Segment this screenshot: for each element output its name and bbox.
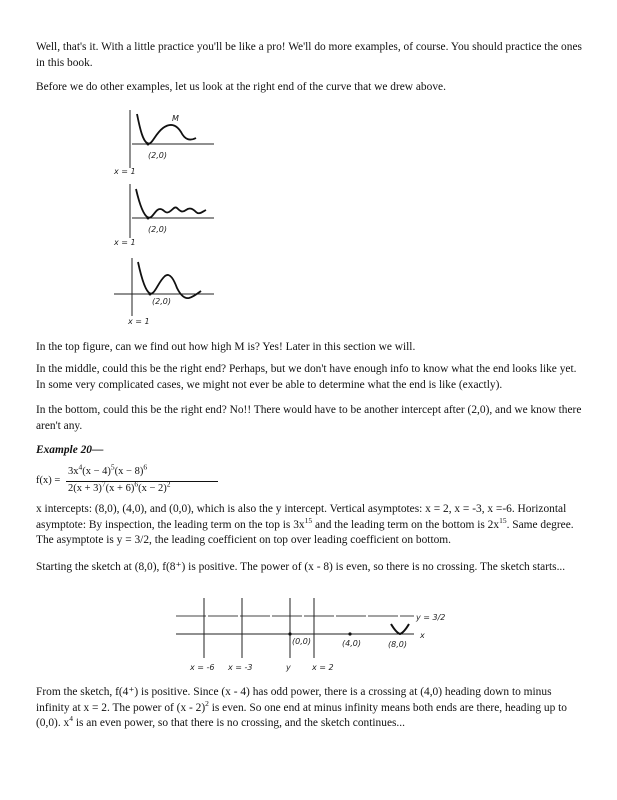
figure-bottom bbox=[110, 254, 220, 328]
figure-bottom-curve bbox=[138, 262, 201, 298]
figure-bottom-point-label: (2,0) bbox=[152, 297, 171, 306]
formula-numerator: $3x^4(x - 4)^5(x - 8)^6$ bbox=[68, 462, 148, 477]
figure-top-point-label: (2,0) bbox=[148, 151, 167, 160]
paragraph-bottom-figure: In the bottom, could this be the right end? No!! There would have to be another intercept after (2,0), and we know there aren't any. bbox=[36, 404, 582, 432]
figure-middle-asymptote-label: x = 1 bbox=[114, 238, 136, 247]
sketch-point-0 bbox=[288, 632, 291, 635]
formula-denominator: $2(x + 3)^7(x + 6)^6(x - 2)^2$ bbox=[68, 479, 171, 494]
sketch-label-8: (8,0) bbox=[388, 640, 407, 649]
figure-bottom-point bbox=[149, 293, 152, 296]
paragraph-middle-figure: In the middle, could this be the right end? Perhaps, but we don't have enough info to know what the end looks like yet. In some very complicated cases, we might not ever be able to determine what the end is like (exactly). bbox=[36, 363, 577, 391]
paragraph-from-sketch: From the sketch, f(4⁺) is positive. Since (x - 4) has odd power, there is a crossing at (4,0) heading down to minus infinity at x = 2. The power of (x - 2)$^2$ is even. So one end at minus infinity means both ends are there, heading up to (0,0). $x^4$ is an even power, so that there is no crossing, and the sketch continues... bbox=[36, 686, 567, 730]
sketch-label-x-minus-6: x = -6 bbox=[190, 663, 215, 672]
figure-top-asymptote-label: x = 1 bbox=[114, 167, 136, 176]
figure-top bbox=[110, 104, 220, 180]
formula-fraction-bar bbox=[66, 481, 218, 482]
paragraph-intercepts: x intercepts: (8,0), (4,0), and (0,0), which is also the y intercept. Vertical asymptotes: x = 2, x = -3, x =-6. Horizontal asymptote: By inspection, the leading term on the top is $3x^{15}$ and the leading term on the bottom is $2x^{15}$. Same degree. The asymptote is y = 3/2, the leading coefficient on top over leading coefficient on bottom. bbox=[36, 503, 574, 547]
paragraph-intro: Well, that's it. With a little practice you'll be like a pro! We'll do more examples, of course. You should practice the ones in this book. bbox=[36, 41, 582, 69]
sketch-curve-start bbox=[391, 624, 409, 634]
sketch-label-4: (4,0) bbox=[342, 639, 361, 648]
paragraph-top-figure: In the top figure, can we find out how high M is? Yes! Later in this section we will. bbox=[36, 341, 416, 353]
paragraph-starting-sketch: Starting the sketch at (8,0), f(8⁺) is positive. The power of (x - 8) is even, so there is no crossing. The sketch starts... bbox=[36, 561, 566, 573]
sketch-label-x-minus-3: x = -3 bbox=[228, 663, 253, 672]
sketch-label-origin: (0,0) bbox=[292, 637, 311, 646]
figure-middle-point-label: (2,0) bbox=[148, 225, 167, 234]
sketch-label-y: y bbox=[286, 663, 291, 672]
sketch-label-x-axis: x bbox=[420, 631, 425, 640]
figure-bottom-asymptote-label: x = 1 bbox=[128, 317, 150, 326]
figure-top-curve bbox=[137, 114, 196, 144]
figure-sketch bbox=[170, 594, 460, 676]
sketch-label-y-asymptote: y = 3/2 bbox=[416, 613, 446, 622]
paragraph-before-examples: Before we do other examples, let us look at the right end of the curve that we drew above. bbox=[36, 81, 446, 93]
sketch-label-x-2: x = 2 bbox=[312, 663, 334, 672]
figure-top-m-label: M bbox=[172, 114, 179, 123]
formula-lhs: f(x) = bbox=[36, 475, 61, 486]
figure-middle bbox=[110, 180, 220, 252]
example-formula bbox=[36, 462, 296, 496]
figure-middle-point bbox=[147, 217, 150, 220]
example-title: Example 20— bbox=[36, 444, 104, 456]
sketch-point-4 bbox=[348, 632, 351, 635]
figure-middle-curve bbox=[136, 189, 206, 218]
figure-top-point bbox=[147, 143, 150, 146]
